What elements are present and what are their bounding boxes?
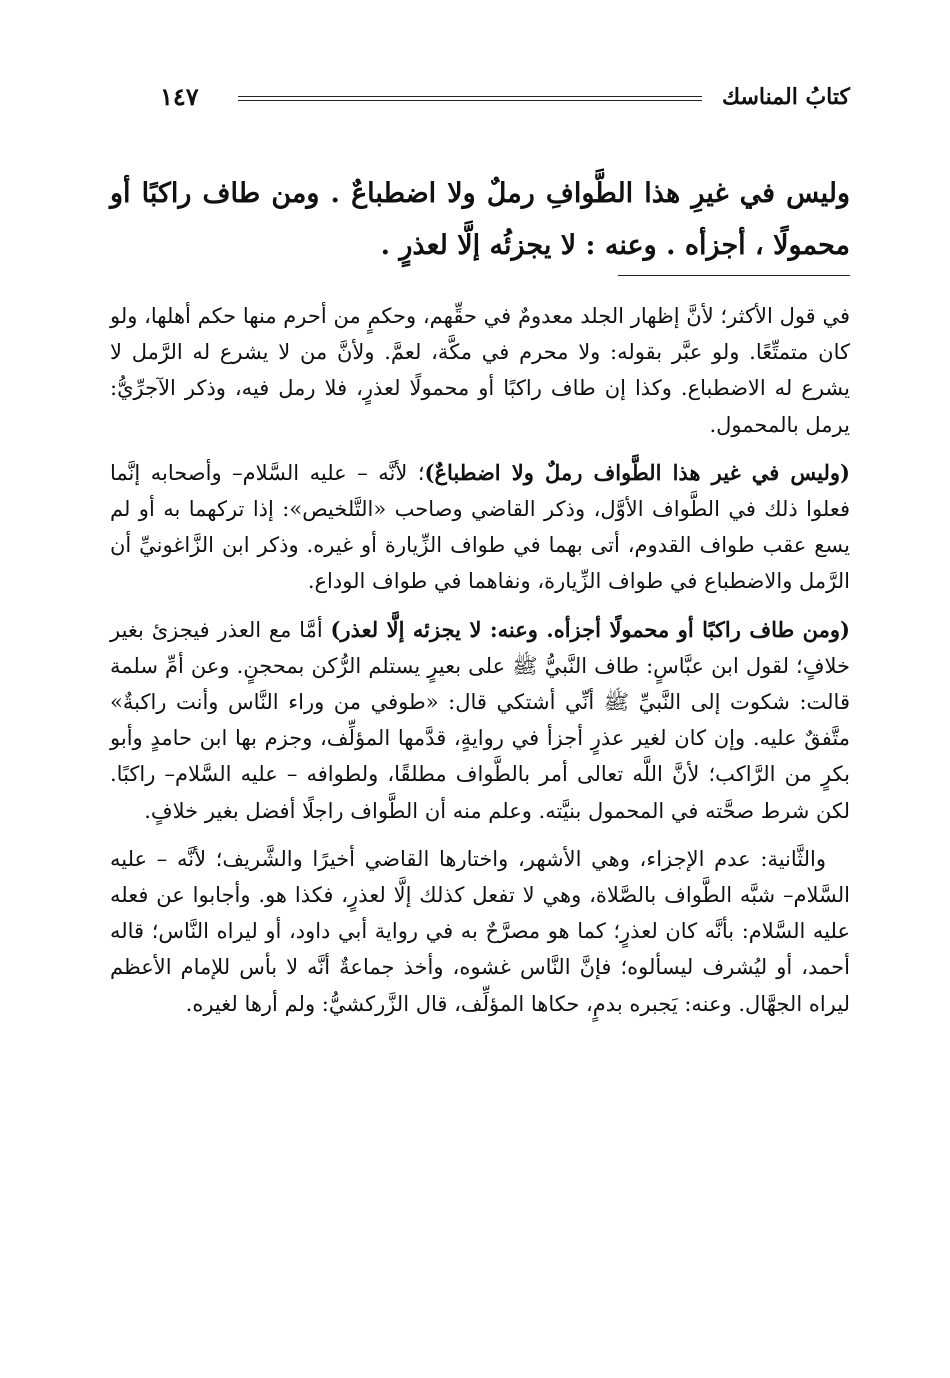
main-text: وليس في غيرِ هذا الطَّوافِ رملٌ ولا اضطباعٌ . ومن طاف راكبًا أو محمولًا ، أجزأه . وعنه : لا يجزئُه إلَّا لعذرٍ .	[110, 178, 850, 261]
commentary-paragraph-4: والثَّانية: عدم الإجزاء، وهي الأشهر، واختارها القاضي أخيرًا والشَّريف؛ لأنَّه – عليه السَّلام– شبَّه الطَّواف بالصَّلاة، وهي لا تفعل كذلك إلَّا لعذرٍ، فكذا هو. وأجابوا عن فعله عليه السَّلام: بأنَّه كان لعذرٍ؛ كما هو مصرَّحٌ به في رواية أبي داود، أو ليراه النَّاس؛ قاله أحمد، أو ليُشرف ليسألوه؛ فإنَّ النَّاس غشوه، وأخذ جماعةٌ أنَّه لا بأس للإمام الأعظم ليراه الجهَّال. وعنه: يَجبره بدمٍ، حكاها المؤلِّف، قال الزَّركشيُّ: ولم أرها لغيره.	[110, 846, 850, 1016]
commentary-paragraph-1: في قول الأكثر؛ لأنَّ إظهار الجلد معدومٌ في حقِّهم، وحكمٍ من أحرم منها حكم أهلها، ولو كان متمتِّعًا. ولو عبَّر بقوله: ولا محرم في مكَّة، لعمَّ. ولأنَّ من لا يشرع له الرَّمل لا يشرع له الاضطباع. وكذا إن طاف راكبًا أو محمولًا لعذرٍ، فلا رمل فيه، وذكر الآجرِّيُّ: يرمل بالمحمول.	[110, 304, 850, 437]
page-number: ١٤٧	[160, 82, 199, 111]
commentary-paragraph-2	[110, 455, 850, 600]
text-separator	[618, 275, 850, 276]
quoted-matn: (ومن طاف راكبًا أو محمولًا أجزأه. وعنه: لا يجزئه إلَّا لعذر)	[330, 616, 850, 642]
book-title: كتابُ المناسك	[721, 84, 850, 110]
commentary-text: أمَّا مع العذر فيجزئ بغير خلافٍ؛ لقول ابن عبَّاسٍ: طاف النَّبيُّ ﷺ على بعيرٍ يستلم الرُّكن بمحجنٍ. وعن أمِّ سلمة قالت: شكوت إلى النَّبيِّ ﷺ أنِّي أشتكي قال: «طوفي من وراء النَّاس وأنت راكبةٌ» متَّفقٌ عليه. وإن كان لغير عذرٍ أجزأ في روايةٍ، قدَّمها المؤلِّف، وجزم بها ابن حامدٍ وأبو بكرٍ من الرَّاكب؛ لأنَّ اللَّه تعالى أمر بالطَّواف مطلقًا، ولطوافه – عليه السَّلام– راكبًا. لكن شرط صحَّته في المحمول بنيَّته. وعلم منه أن الطَّواف راجلًا أفضل بغير خلافٍ.	[110, 617, 850, 823]
header-divider	[238, 96, 702, 101]
page-header	[110, 80, 850, 120]
commentary-text: ؛ لأنَّه – عليه السَّلام– وأصحابه إنَّما فعلوا ذلك في الطَّواف الأوَّل، وذكر القاضي وصاحب «التَّلخيص»: إذا تركهما به أو لم يسع عقب طواف القدوم، أتى بهما في طواف الزِّيارة أو غيره. وذكر ابن الزَّاغونيِّ أن الرَّمل والاضطباع في طواف الزِّيارة، ونفاهما في طواف الوداع.	[110, 460, 850, 594]
quoted-matn: (وليس في غير هذا الطَّواف رملٌ ولا اضطباعٌ)	[424, 459, 850, 485]
commentary	[110, 298, 850, 1034]
commentary-paragraph-3	[110, 612, 850, 829]
